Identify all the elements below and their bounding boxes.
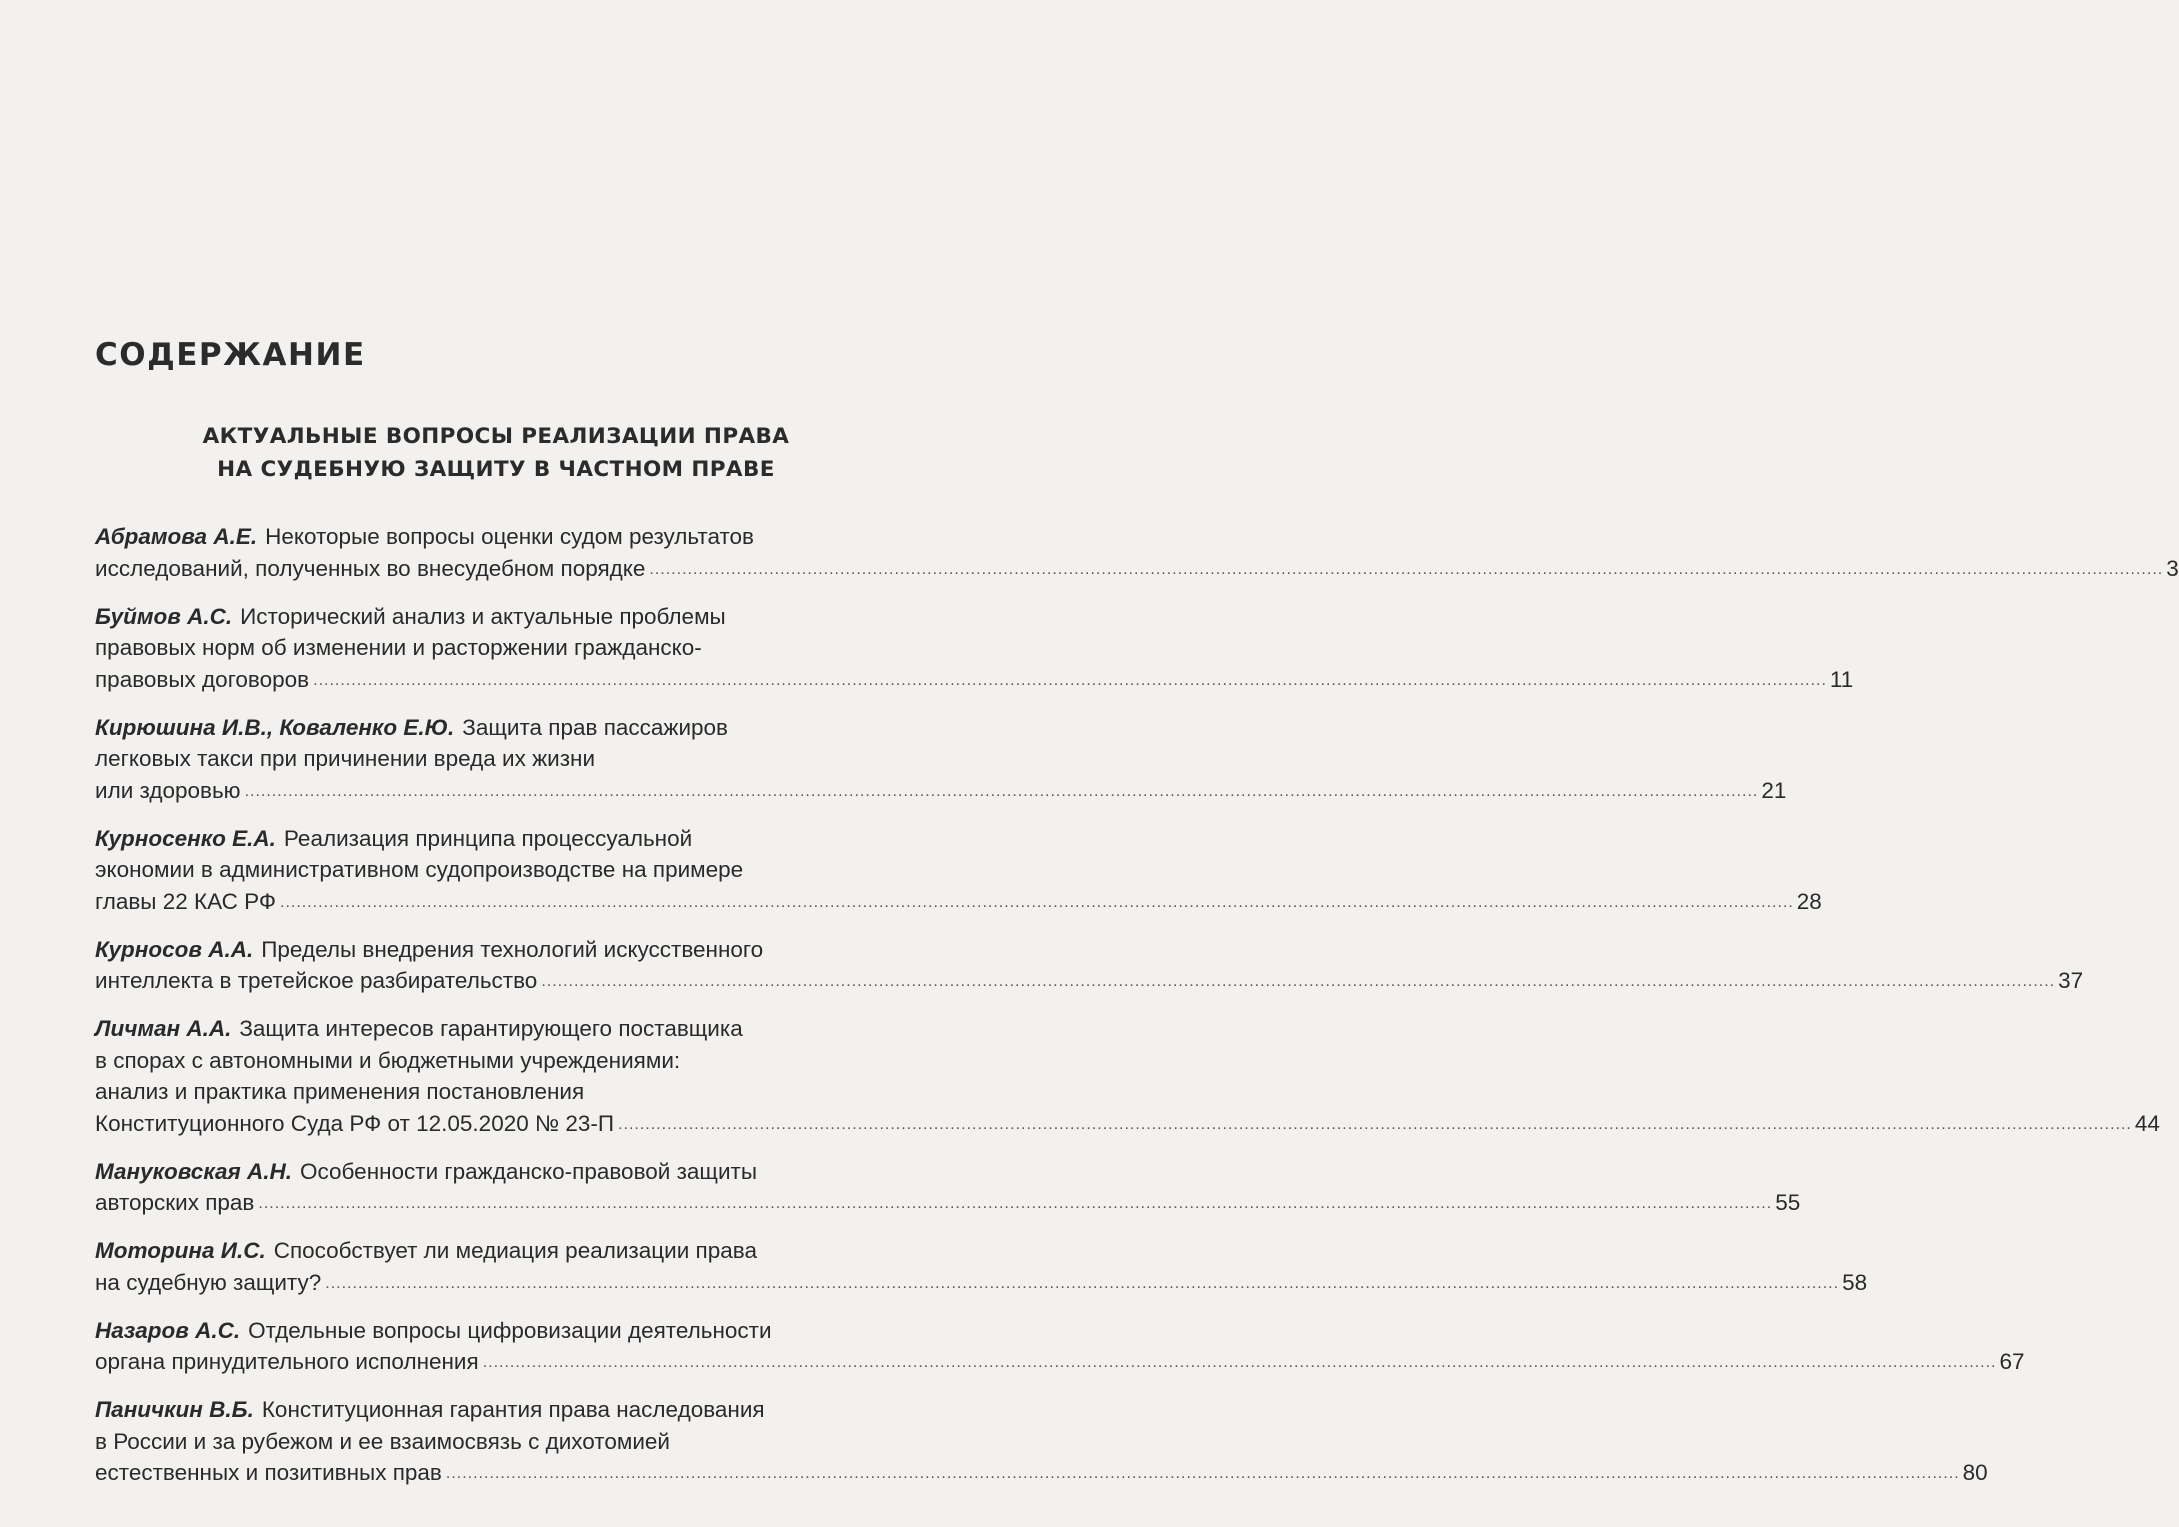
toc-entry-line [95,775,1787,810]
toc-entry-text-wrap [95,1111,614,1136]
toc-dot-leader [280,894,1794,911]
toc-entry-title-text: Некоторые вопросы оценки судом результатов [265,524,754,549]
toc-entry-line [95,1045,875,1077]
toc-entry-text-wrap [95,1460,442,1485]
toc-page-number: 55 [1775,1190,1801,1215]
toc-entry-title-text: правовых договоров [95,666,310,692]
toc-entry-line [95,1013,875,1045]
toc-entry-title-text: Особенности гражданско-правовой защиты [300,1158,757,1184]
toc-entry-line [95,1235,875,1267]
toc-entry-text-wrap [95,1238,757,1263]
toc-dot-leader [245,783,1759,800]
toc-page-number: 58 [1842,1269,1868,1295]
toc-entry-text-wrap [95,715,728,740]
toc-entry-title-text: главы 22 КАС РФ [95,888,276,914]
toc-entry-title-text: Конституционного Суда РФ от 12.05.2020 № 23-П [95,1110,615,1136]
toc-entry-line [95,1108,2160,1143]
toc-entry-author: Личман А.А. [95,1016,232,1041]
toc-entry-line [95,1346,2025,1381]
toc-entry-line [95,934,875,966]
toc-entry[interactable] [95,1013,2160,1142]
toc-entry[interactable] [95,934,2084,1000]
toc-entry-text-wrap [95,1048,680,1073]
toc-entry-title-text: Отдельные вопросы цифровизации деятельности [248,1317,772,1343]
toc-entry-text-wrap [95,556,645,581]
toc-entry-title-text: Реализация принципа процессуальной [283,825,693,851]
toc-entry-title-text: в России и за рубежом и ее взаимосвязь с дихотомией [95,1428,670,1454]
toc-entry-title-text: экономии в административном судопроизводстве на примере [95,857,744,882]
toc-entry-line [95,1076,875,1108]
page-title: СОДЕРЖАНИЕ [95,337,366,373]
toc-dot-leader [483,1354,1997,1371]
toc-entry-title-text: правовых норм об изменении и расторжении гражданско- [95,635,702,660]
toc-entry-line [95,1426,875,1458]
toc-entry-text-wrap [95,1349,479,1374]
toc-entry-author: Буймов А.С. [95,603,233,629]
toc-entry[interactable] [95,1156,1801,1222]
toc-entry-author: Курносенко Е.А. [95,825,276,851]
toc-entry-line [95,1457,1988,1492]
toc-entry-line [95,886,1822,921]
toc-entry-line [95,854,875,886]
toc-entry-text-wrap [95,857,743,882]
toc-entry-text-wrap [95,1318,772,1343]
toc-entry-line [95,1315,875,1347]
toc-page-number: 80 [1962,1460,1988,1485]
toc-entry-author: Моторина И.С. [95,1238,266,1263]
toc-entry-text-wrap [95,524,754,549]
toc-entry-title-text: на судебную защиту? [95,1269,322,1295]
toc-entry-title-text: естественных и позитивных прав [95,1460,442,1485]
toc-entry-line [95,601,875,633]
toc-page-number: 44 [2134,1110,2160,1136]
toc-entry[interactable] [95,823,1822,921]
toc-page-number: 28 [1796,888,1822,914]
toc-entry-title-text: авторских прав [95,1190,255,1215]
toc-entry-line [95,1156,875,1188]
toc-entry-line [95,521,875,553]
toc-entry-title-text: легковых такси при причинении вреда их жизни [95,746,596,771]
toc-entry-line [95,664,1854,699]
toc-entry-author: Мануковская А.Н. [95,1158,293,1184]
toc-page-number: 37 [2058,968,2084,993]
toc-entry-text-wrap [95,667,309,692]
toc-entry-text-wrap [95,1429,670,1454]
toc-entry-line [95,553,2179,588]
toc-entry-text-wrap [95,1397,765,1422]
toc-entry-title-text: Исторический анализ и актуальные проблемы [240,603,726,629]
toc-entry-text-wrap [95,889,276,914]
toc-dot-leader [313,672,1827,689]
toc-entry-line [95,1394,875,1426]
toc-entry-text-wrap [95,1079,584,1104]
section-heading-line: АКТУАЛЬНЫЕ ВОПРОСЫ РЕАЛИЗАЦИИ ПРАВА [202,424,790,449]
toc-entry-title-text: исследований, полученных во внесудебном порядке [95,555,646,581]
toc-entry-title-text: органа принудительного исполнения [95,1349,479,1374]
toc-entry-text-wrap [95,746,595,771]
toc-entry-line [95,632,875,664]
toc-entries [95,521,2179,1492]
section-heading-line: НА СУДЕБНУЮ ЗАЩИТУ В ЧАСТНОМ ПРАВЕ [217,457,775,482]
section-heading [95,420,875,486]
toc-dot-leader [258,1195,1772,1212]
toc-page-number: 3 [2166,555,2179,581]
toc-container [95,337,2179,1505]
toc-dot-leader [446,1465,1960,1482]
toc-entry-author: Курносов А.А. [95,936,254,962]
toc-entry-author: Назаров А.С. [95,1317,241,1343]
toc-dot-leader [325,1275,1839,1292]
toc-entry[interactable] [95,521,2179,587]
toc-entry-author: Абрамова А.Е. [95,524,258,549]
toc-page-number: 67 [1999,1349,2025,1374]
toc-entry-text-wrap [95,1190,254,1215]
toc-dot-leader [649,561,2163,578]
toc-entry-title-text: Конституционная гарантия права наследования [261,1397,765,1422]
toc-entry-title-text: Способствует ли медиация реализации права [273,1238,757,1263]
toc-entry-text-wrap [95,968,537,993]
toc-entry[interactable] [95,1315,2025,1381]
toc-entry-text-wrap [95,604,726,629]
toc-entry-title-text: Защита прав пассажиров [462,714,729,740]
toc-entry-line [95,1267,1868,1302]
toc-entry-title-text: Защита интересов гарантирующего поставщика [239,1016,743,1041]
toc-entry[interactable] [95,1235,1868,1301]
toc-entry[interactable] [95,601,1854,699]
toc-entry-title-text: анализ и практика применения постановления [95,1079,585,1104]
toc-entry-line [95,712,875,744]
toc-entry-text-wrap [95,1016,743,1041]
toc-entry-line [95,1187,1801,1222]
toc-entry-text-wrap [95,778,241,803]
toc-entry-title-text: или здоровью [95,777,241,803]
toc-entry-line [95,965,2084,1000]
toc-entry-text-wrap [95,1159,757,1184]
toc-entry-line [95,823,875,855]
toc-entry-title-text: Пределы внедрения технологий искусственного [261,936,764,962]
toc-entry[interactable] [95,712,1787,810]
toc-dot-leader [541,973,2055,990]
toc-entry-text-wrap [95,1270,321,1295]
toc-entry-title-text: интеллекта в третейское разбирательство [95,968,538,993]
toc-entry-line [95,743,875,775]
toc-entry-text-wrap [95,635,702,660]
toc-entry-author: Паничкин В.Б. [95,1397,254,1422]
toc-entry-text-wrap [95,937,763,962]
toc-page-number: 11 [1829,666,1854,692]
toc-entry-text-wrap [95,826,692,851]
toc-dot-leader [618,1116,2132,1133]
toc-page-number: 21 [1761,777,1787,803]
toc-entry[interactable] [95,1394,1988,1492]
toc-entry-author: Кирюшина И.В., Коваленко Е.Ю. [95,714,455,740]
toc-entry-title-text: в спорах с автономными и бюджетными учреждениями: [95,1047,681,1073]
